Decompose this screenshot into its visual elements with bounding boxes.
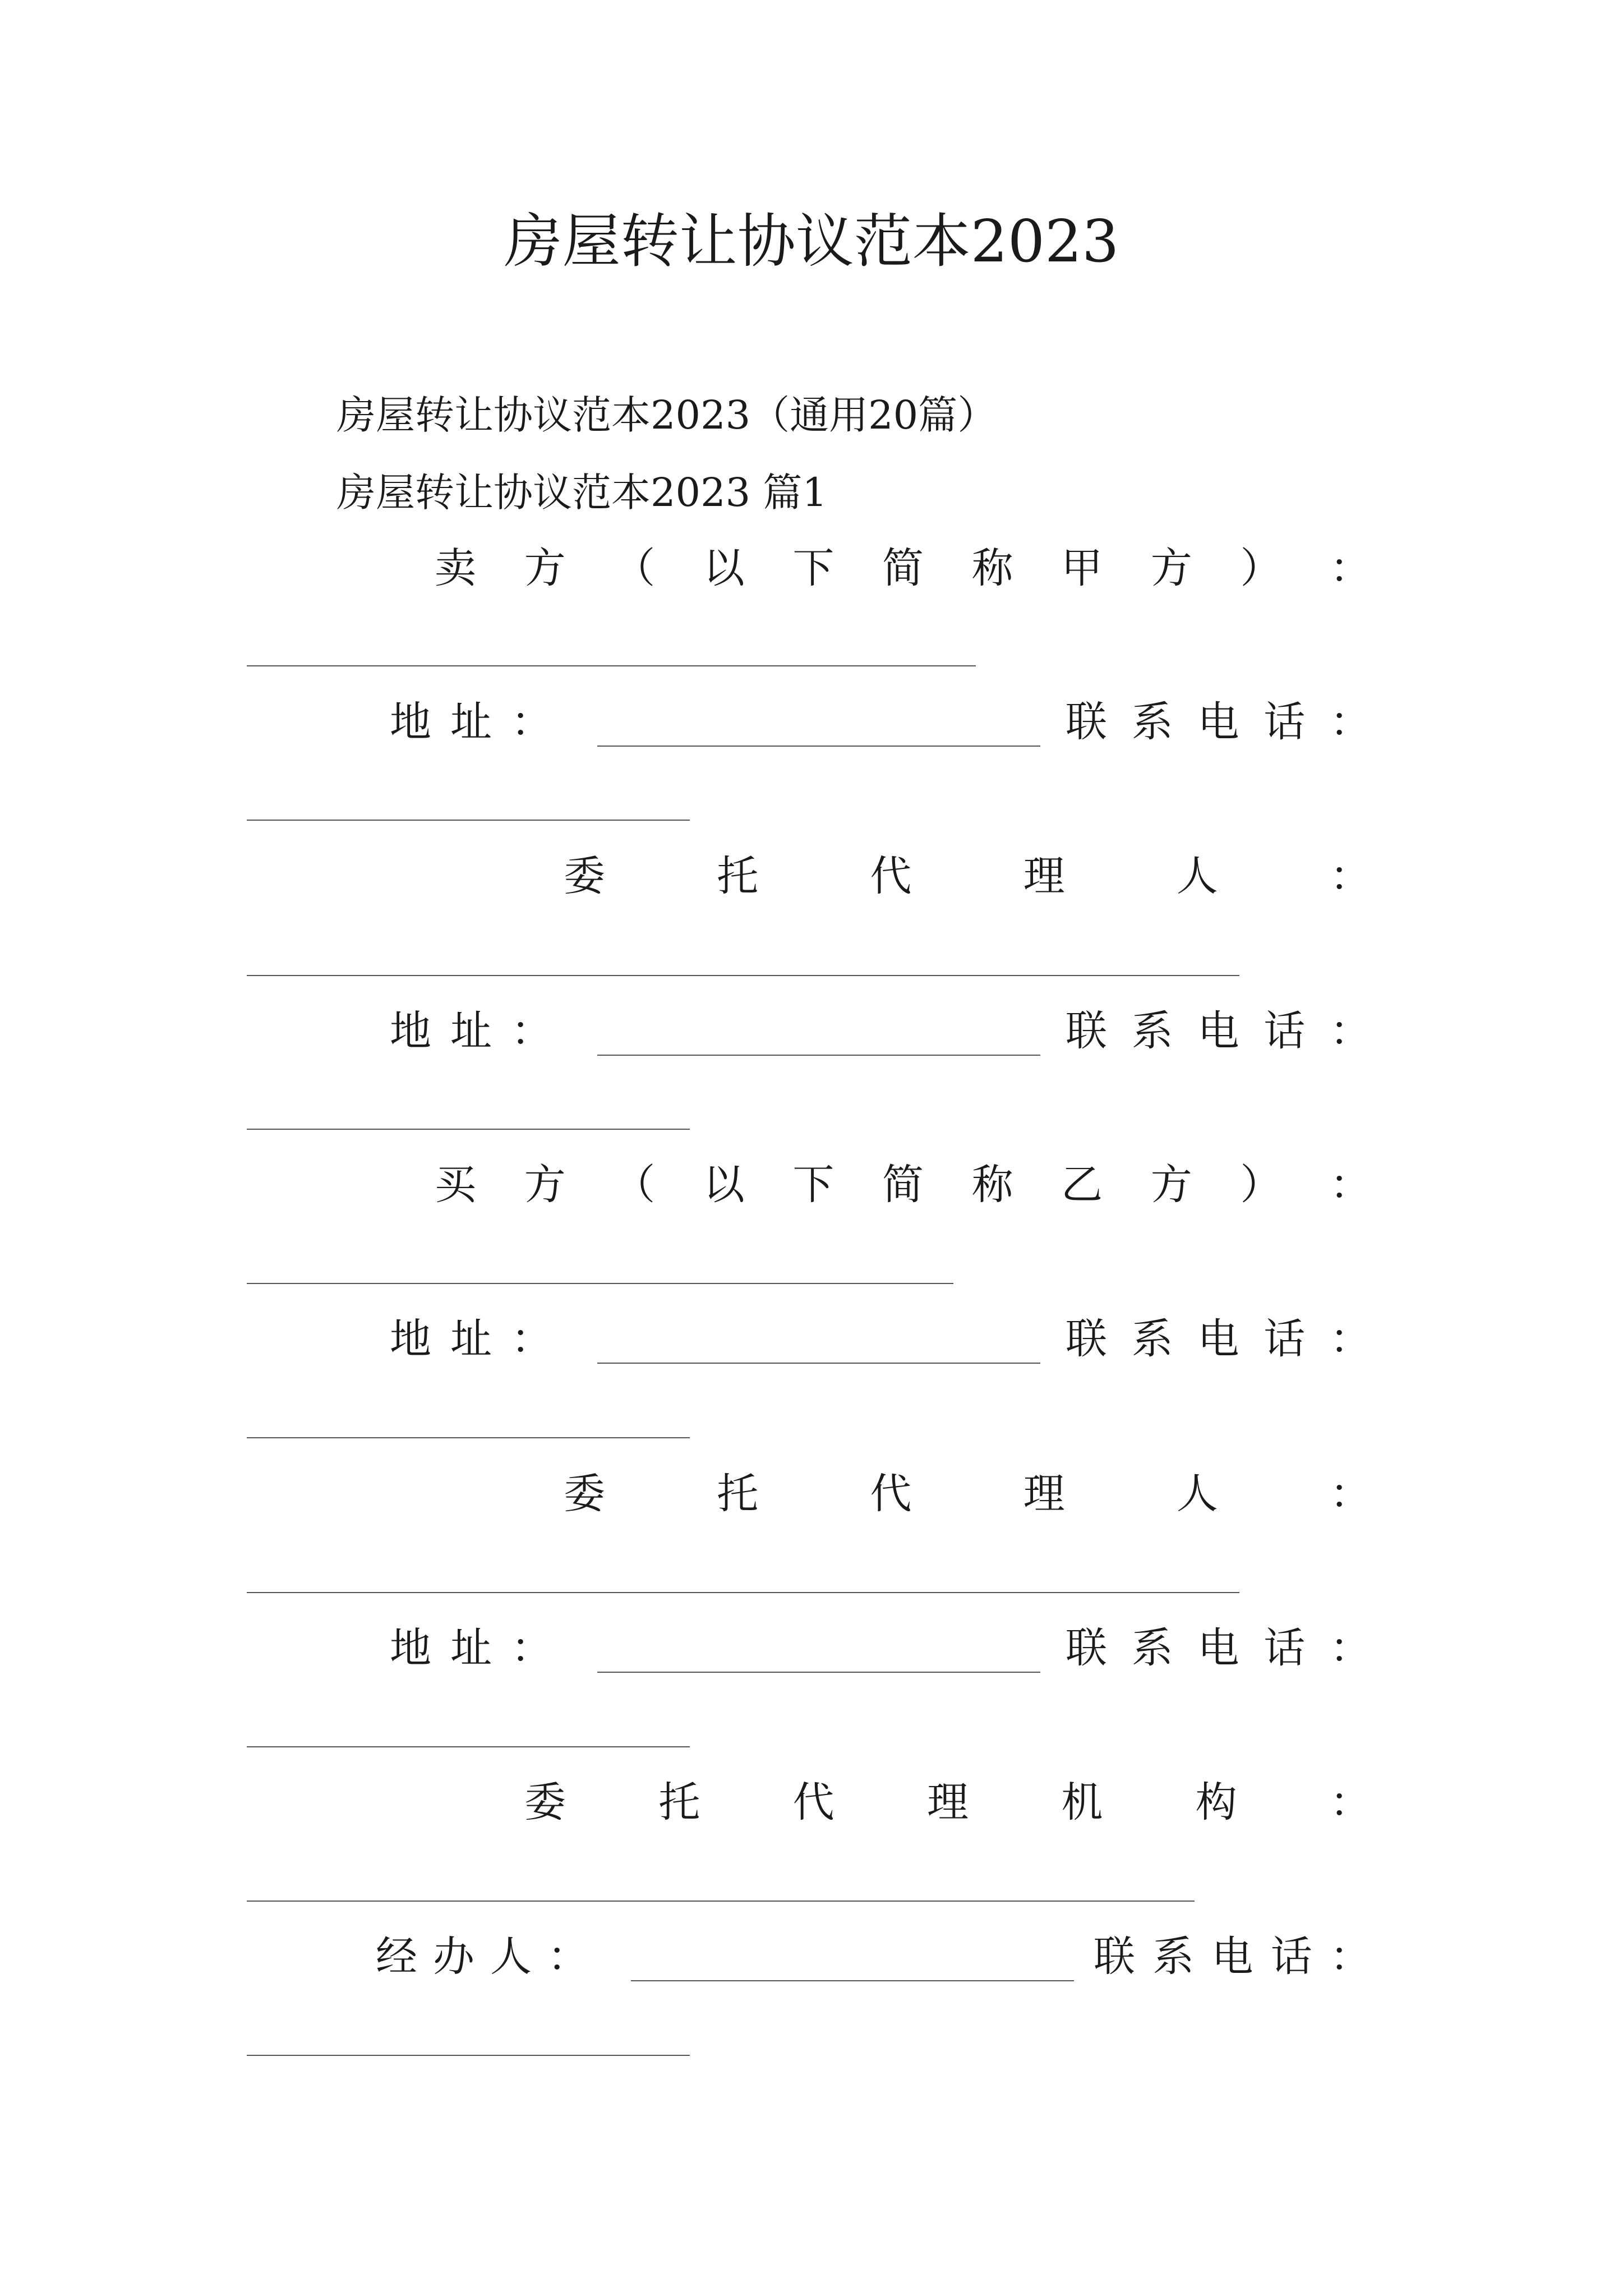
address-label: 地 址 ： (390, 1624, 552, 1672)
handler-label: 经 办 人 ： (376, 1932, 589, 1981)
phone-label: 联 系 电 话 ： (1066, 698, 1371, 746)
buyer-line: 买 方 （ 以 下 简 称 乙 方 ） ： (435, 1161, 1371, 1209)
buyer-blank (247, 1283, 953, 1284)
address-label: 地 址 ： (390, 698, 552, 746)
agent-line: 委 托 代 理 人 ： (564, 1470, 1371, 1518)
address-blank (597, 1055, 1040, 1056)
phone-blank (247, 820, 690, 821)
phone-blank (247, 2055, 690, 2056)
phone-label: 联 系 电 话 ： (1066, 1007, 1371, 1055)
address-label: 地 址 ： (390, 1007, 552, 1055)
phone-label: 联 系 电 话 ： (1094, 1932, 1371, 1981)
address-label: 地 址 ： (390, 1315, 552, 1363)
agent-line: 委 托 代 理 人 ： (564, 852, 1371, 900)
address-blank (597, 1363, 1040, 1364)
phone-blank (247, 1437, 690, 1438)
address-blank (597, 1672, 1040, 1673)
phone-blank (247, 1129, 690, 1130)
address-blank (597, 746, 1040, 747)
phone-label: 联 系 电 话 ： (1066, 1624, 1371, 1672)
agency-blank (247, 1901, 1195, 1902)
seller-line: 卖 方 （ 以 下 简 称 甲 方 ） ： (435, 544, 1371, 592)
agent-blank (247, 975, 1239, 976)
seller-blank (247, 665, 976, 666)
document-title: 房屋转让协议范本2023 (504, 207, 1119, 275)
handler-blank (631, 1980, 1074, 1981)
phone-label: 联 系 电 话 ： (1066, 1315, 1371, 1363)
phone-blank (247, 1746, 690, 1747)
agency-line: 委 托 代 理 机 构 ： (524, 1778, 1371, 1826)
section-heading: 房屋转让协议范本2023 篇1 (336, 470, 827, 516)
agent-blank (247, 1592, 1239, 1593)
document-subtitle: 房屋转让协议范本2023（通用20篇） (336, 392, 997, 438)
